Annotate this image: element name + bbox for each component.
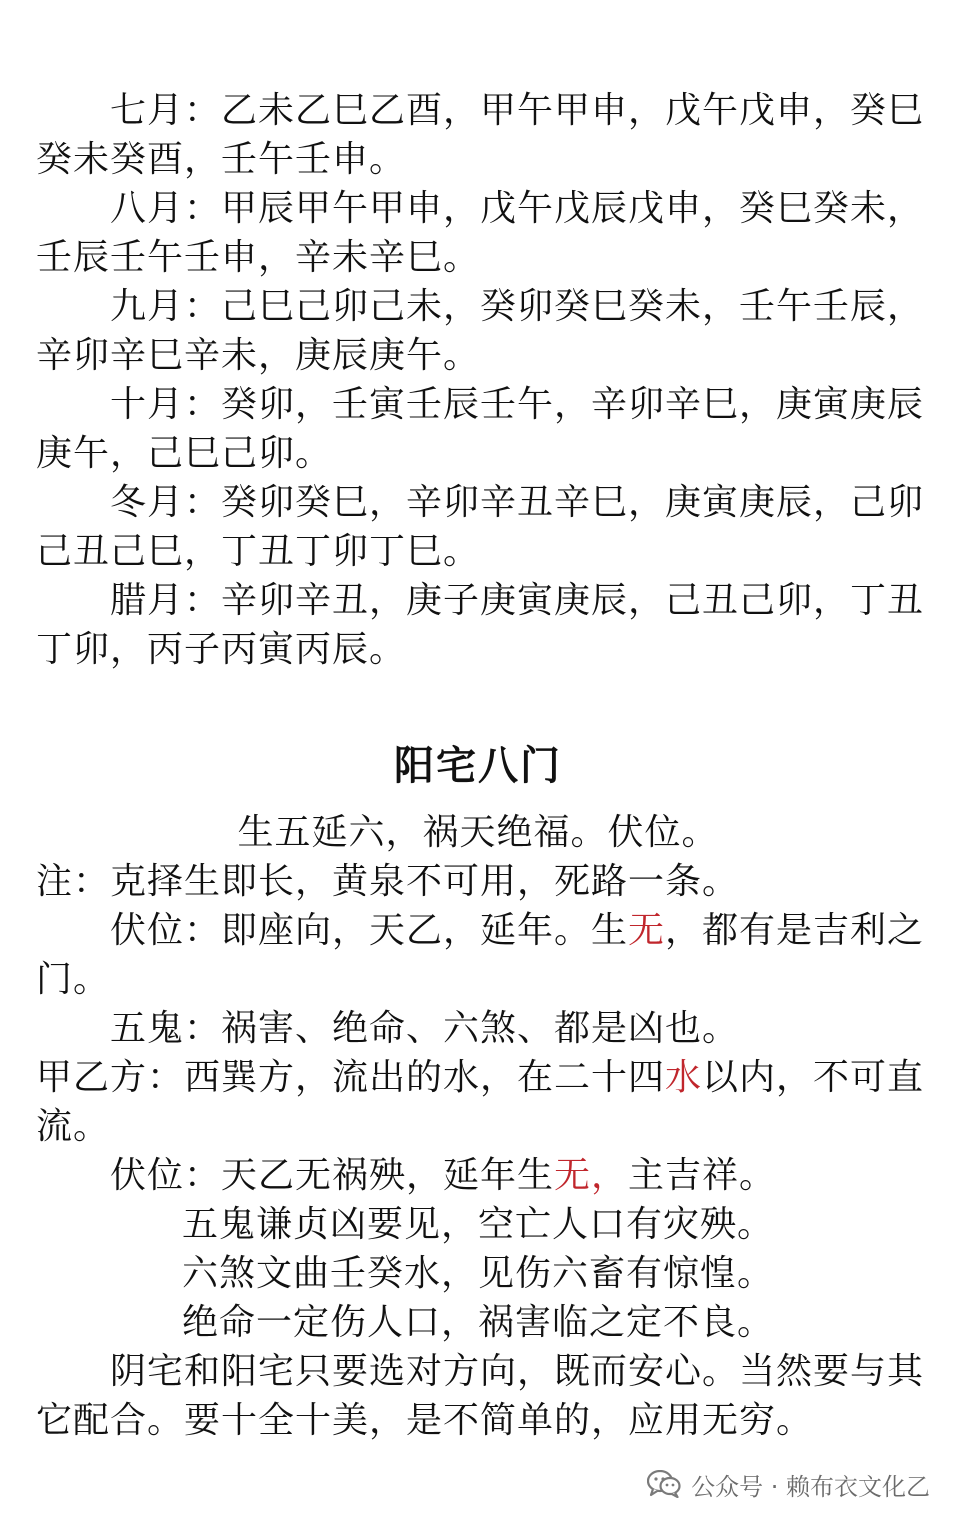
motto-line: 生五延六，祸天绝福。伏位。 [237,812,719,853]
fuwei-verse-line [36,1151,920,1200]
text-span: 伏位：天乙无祸殃，延年生 [110,1155,555,1196]
wugui-line: 五鬼：祸害、绝命、六煞、都是凶也。 [110,1008,740,1049]
text-line: 庚午，己巳己卯。 [36,433,333,474]
text-span: 甲乙方：西巽方，流出的水，在二十四 [36,1057,666,1098]
text-span: 主吉祥。 [628,1155,777,1196]
text-line [36,906,925,955]
fuwei-paragraph [36,906,925,1004]
account-watermark [647,1464,930,1504]
text-line: 门。 [36,959,111,1000]
text-line: 腊月：辛卯辛丑，庚子庚寅庚辰，己丑己卯，丁丑 [110,580,925,621]
month-paragraph-11 [36,478,925,576]
verse-line: 绝命一定伤人口，祸害临之定不良。 [182,1302,775,1343]
text-line: 己丑己巳，丁丑丁卯丁巳。 [36,531,481,572]
section-title: 阳宅八门 [394,743,562,789]
text-line: 丁卯，丙子丙寅丙辰。 [36,629,407,670]
highlight-text: 无， [554,1155,629,1196]
watermark-text: 公众号 · 赖布衣文化乙 [691,1472,930,1501]
month-paragraph-8 [36,184,925,282]
text-line: 壬辰壬午壬申，辛未辛巳。 [36,237,481,278]
month-paragraph-10 [36,380,925,478]
note-line: 注：克择生即长，黄泉不可用，死路一条。 [36,861,740,902]
text-line: 八月：甲辰甲午甲申，戊午戊辰戊申，癸巳癸未， [110,188,925,229]
month-paragraph-9 [36,282,925,380]
text-line: 七月：乙未乙巳乙酉，甲午甲申，戊午戊申，癸巳 [110,90,925,131]
highlight-text: 无 [628,910,666,951]
jiayi-paragraph [36,1053,925,1151]
highlight-text: 水 [665,1057,703,1098]
month-paragraph-12 [36,576,925,674]
verse-line: 六煞文曲壬癸水，见伤六畜有惊惶。 [182,1253,775,1294]
text-line: 辛卯辛巳辛未，庚辰庚午。 [36,335,481,376]
text-span: ，都有是吉利之 [665,910,925,951]
text-line: 癸未癸酉，壬午壬申。 [36,139,407,180]
closing-paragraph [36,1347,925,1445]
text-line: 冬月：癸卯癸巳，辛卯辛丑辛巳，庚寅庚辰，己卯 [110,482,925,523]
text-line: 流。 [36,1106,111,1147]
text-span: 伏位：即座向，天乙，延年。生 [110,910,629,951]
text-line: 它配合。要十全十美，是不简单的，应用无穷。 [36,1400,814,1441]
text-line [36,1053,925,1102]
text-line: 九月：己巳己卯己未，癸卯癸巳癸未，壬午壬辰， [110,286,925,327]
text-span: 以内，不可直 [702,1057,925,1098]
text-line: 十月：癸卯，壬寅壬辰壬午，辛卯辛巳，庚寅庚辰 [110,384,925,425]
month-paragraph-7 [36,86,925,184]
text-line: 阴宅和阳宅只要选对方向，既而安心。当然要与其 [110,1351,925,1392]
document-page [36,86,925,1445]
wechat-icon [647,1470,681,1498]
verse-line: 五鬼谦贞凶要见，空亡人口有灾殃。 [182,1204,775,1245]
